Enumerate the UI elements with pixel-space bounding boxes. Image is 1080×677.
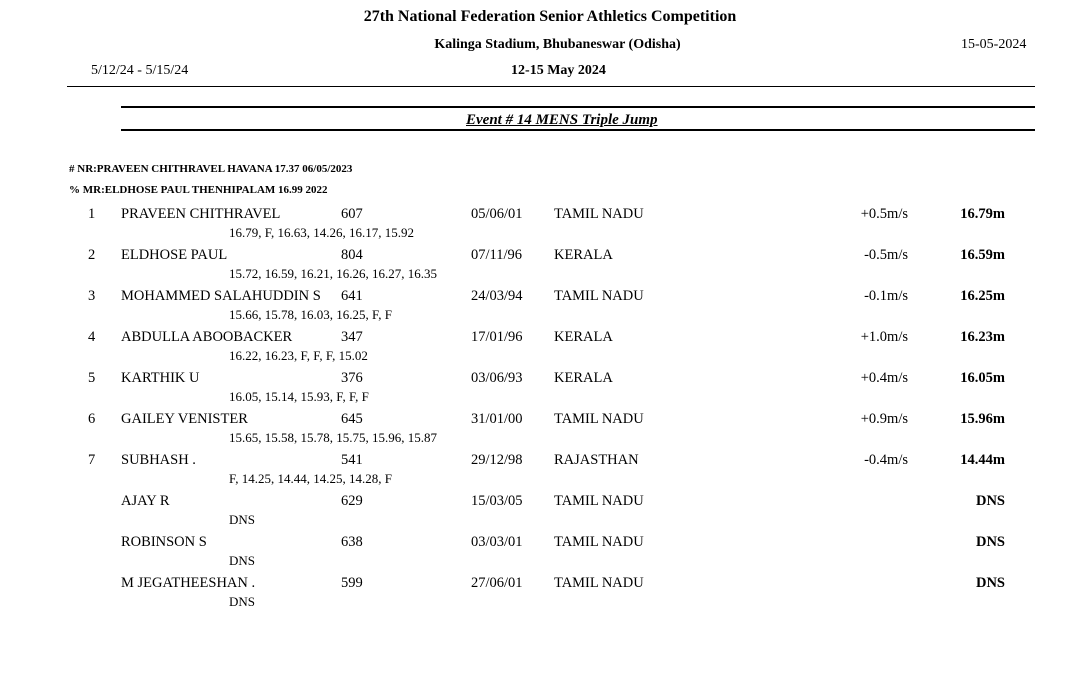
result-dob: 03/06/93 [471,370,523,386]
result-series: 16.22, 16.23, F, F, F, 15.02 [229,348,368,363]
result-bib: 607 [341,206,363,222]
result-series: F, 14.25, 14.44, 14.25, 14.28, F [229,471,392,486]
result-mark: 16.59m [960,247,1005,263]
result-dob: 05/06/01 [471,206,523,222]
result-state: TAMIL NADU [554,288,644,304]
result-series: 16.05, 15.14, 15.93, F, F, F [229,389,369,404]
result-row [0,493,1080,534]
result-bib: 629 [341,493,363,509]
result-mark: 16.23m [960,329,1005,345]
result-rank: 5 [88,370,96,386]
result-rank: 1 [88,206,96,222]
result-name: ROBINSON S [121,534,207,550]
result-mark: 16.05m [960,370,1005,386]
result-name: SUBHASH . [121,452,196,468]
result-series: 15.65, 15.58, 15.78, 15.75, 15.96, 15.87 [229,430,437,445]
result-wind: -0.1m/s [864,288,908,304]
result-bib: 599 [341,575,363,591]
meet-record: % MR:ELDHOSE PAUL THENHIPALAM 16.99 2022 [69,184,328,196]
result-row [0,329,1080,370]
result-row [0,247,1080,288]
result-mark: 14.44m [960,452,1005,468]
result-name: MOHAMMED SALAHUDDIN S [121,288,321,304]
result-series: DNS [229,553,256,568]
result-dob: 17/01/96 [471,329,523,345]
result-mark: DNS [975,575,1005,591]
result-rank: 6 [88,411,96,427]
result-name: KARTHIK U [121,370,200,386]
result-row [0,411,1080,452]
result-bib: 376 [341,370,363,386]
result-dob: 15/03/05 [471,493,523,509]
result-row [0,452,1080,493]
result-name: AJAY R [121,493,170,509]
event-top-rule [121,106,1035,108]
result-rank: 4 [88,329,96,345]
result-mark: DNS [975,493,1005,509]
result-state: TAMIL NADU [554,206,644,222]
result-state: KERALA [554,370,613,386]
result-series: 15.72, 16.59, 16.21, 16.26, 16.27, 16.35 [229,266,437,281]
result-bib: 804 [341,247,363,263]
event-bottom-rule [121,129,1035,131]
competition-title: 27th National Federation Senior Athletics Competition [363,8,737,25]
result-mark: 16.25m [960,288,1005,304]
result-name: M JEGATHEESHAN . [121,575,256,591]
result-mark: DNS [975,534,1005,550]
result-bib: 541 [341,452,363,468]
result-name: ELDHOSE PAUL [121,247,228,263]
result-state: KERALA [554,329,613,345]
result-bib: 638 [341,534,363,550]
result-rank: 2 [88,247,96,263]
header-divider [67,86,1035,87]
venue: Kalinga Stadium, Bhubaneswar (Odisha) [434,37,681,52]
result-row [0,575,1080,616]
result-rank: 7 [88,452,96,468]
result-dob: 07/11/96 [471,247,523,263]
result-dob: 24/03/94 [471,288,523,304]
result-wind: -0.5m/s [864,247,908,263]
competition-dates: 12-15 May 2024 [511,63,606,78]
result-series: 15.66, 15.78, 16.03, 16.25, F, F [229,307,392,322]
result-series: DNS [229,594,256,609]
result-dob: 27/06/01 [471,575,523,591]
result-rank: 3 [88,288,96,304]
result-name: GAILEY VENISTER [121,411,248,427]
result-name: PRAVEEN CHITHRAVEL [121,206,281,222]
result-state: KERALA [554,247,613,263]
result-wind: +0.5m/s [860,206,908,222]
result-series: DNS [229,512,256,527]
result-bib: 347 [341,329,363,345]
result-row [0,534,1080,575]
result-mark: 16.79m [960,206,1005,222]
date-range: 5/12/24 - 5/15/24 [91,63,189,78]
result-series: 16.79, F, 16.63, 14.26, 16.17, 15.92 [229,225,414,240]
result-wind: +0.4m/s [860,370,908,386]
result-row [0,288,1080,329]
result-wind: +0.9m/s [860,411,908,427]
result-dob: 31/01/00 [471,411,523,427]
result-state: TAMIL NADU [554,493,644,509]
result-wind: -0.4m/s [864,452,908,468]
result-state: TAMIL NADU [554,575,644,591]
result-wind: +1.0m/s [860,329,908,345]
result-state: RAJASTHAN [554,452,639,468]
result-name: ABDULLA ABOOBACKER [121,329,293,345]
result-row [0,206,1080,247]
event-title: Event # 14 MENS Triple Jump [466,112,658,128]
result-dob: 29/12/98 [471,452,523,468]
result-bib: 645 [341,411,363,427]
result-bib: 641 [341,288,363,304]
result-state: TAMIL NADU [554,534,644,550]
print-date: 15-05-2024 [961,37,1027,52]
result-row [0,370,1080,411]
result-state: TAMIL NADU [554,411,644,427]
result-dob: 03/03/01 [471,534,523,550]
national-record: # NR:PRAVEEN CHITHRAVEL HAVANA 17.37 06/05/2023 [69,163,353,175]
result-mark: 15.96m [960,411,1005,427]
